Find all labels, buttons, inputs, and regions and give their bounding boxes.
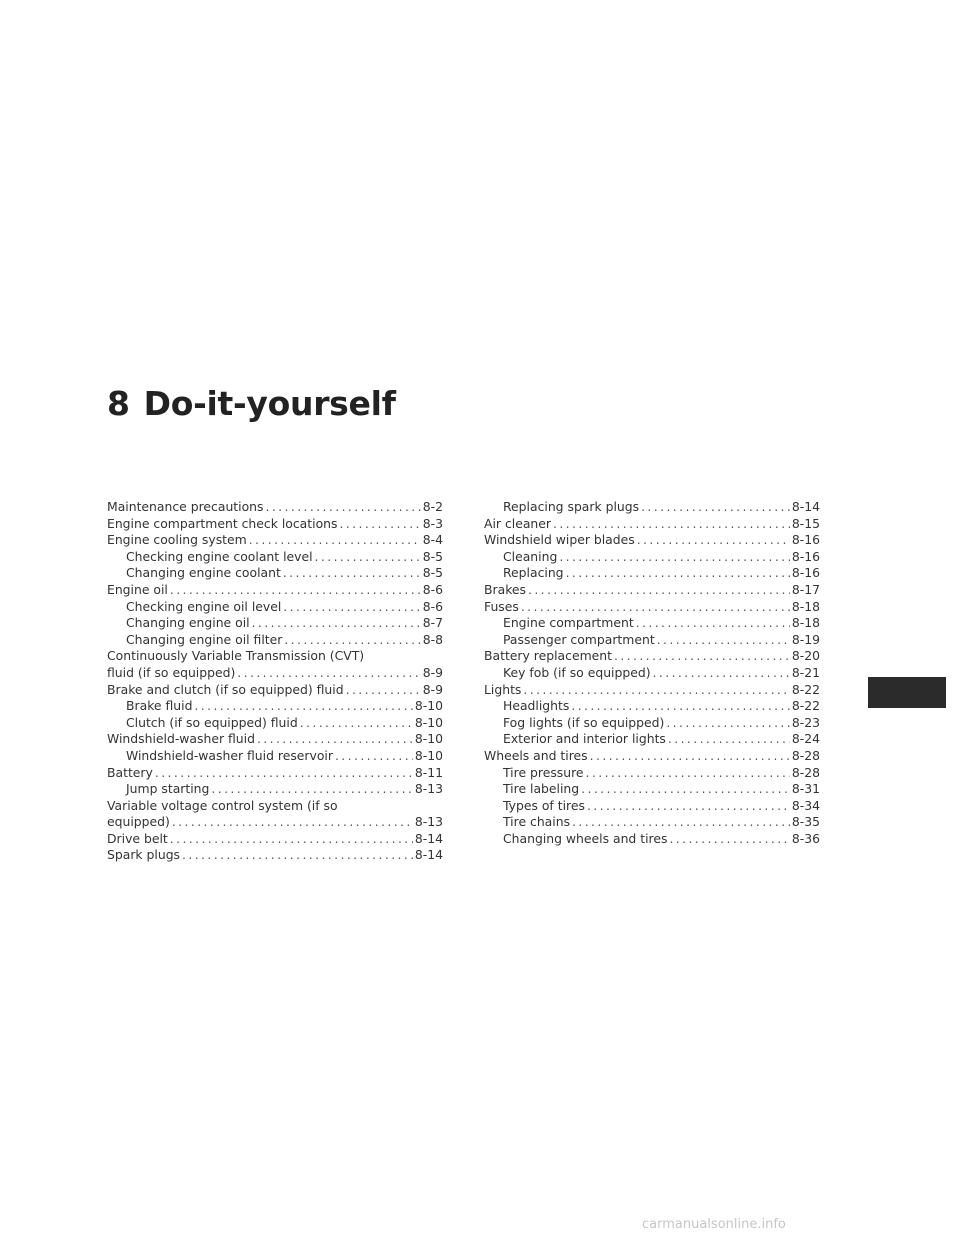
toc-entry[interactable] (484, 632, 820, 649)
toc-leader-dots (528, 582, 790, 599)
toc-leader-dots (572, 814, 790, 831)
toc-leader-dots (668, 731, 790, 748)
toc-entry[interactable] (107, 565, 443, 582)
chapter-name: Do-it-yourself (143, 384, 396, 424)
toc-entry-page: 8-24 (791, 731, 820, 747)
toc-entry-page: 8-21 (791, 664, 820, 680)
toc-leader-dots (237, 665, 420, 682)
toc-entry-label: Brake and clutch (if so equipped) fluid (107, 681, 344, 697)
toc-entry-page: 8-14 (791, 499, 820, 514)
toc-entry-page: 8-31 (791, 781, 820, 797)
toc-entry-page: 8-13 (414, 781, 443, 797)
toc-entry[interactable] (484, 698, 820, 715)
toc-leader-dots (553, 516, 790, 533)
toc-entry[interactable] (107, 682, 443, 699)
toc-leader-dots (523, 682, 789, 699)
toc-entry[interactable] (484, 615, 820, 632)
toc-leader-dots (257, 731, 413, 748)
toc-entry-page: 8-17 (791, 581, 820, 597)
toc-entry-label: Fuses (484, 598, 519, 614)
toc-leader-dots (657, 632, 790, 649)
toc-entry[interactable] (484, 665, 820, 682)
toc-entry-label: Tire chains (503, 814, 571, 830)
toc-entry-page: 8-3 (422, 515, 443, 531)
toc-entry-label: Brakes (484, 581, 526, 597)
toc-entry-label: Headlights (503, 698, 570, 714)
toc-entry-label: Lights (484, 681, 522, 697)
toc-entry-page: 8-2 (422, 499, 443, 514)
toc-entry[interactable] (484, 682, 820, 699)
toc-entry[interactable] (484, 499, 820, 516)
toc-entry[interactable] (107, 831, 443, 848)
toc-leader-dots (586, 765, 790, 782)
toc-entry-page: 8-22 (791, 681, 820, 697)
toc-leader-dots (637, 532, 790, 549)
toc-entry-label: Tire pressure (503, 764, 584, 780)
toc-entry-page: 8-34 (791, 797, 820, 813)
toc-entry[interactable] (484, 765, 820, 782)
toc-entry[interactable] (484, 814, 820, 831)
toc-entry-label-continued: fluid (if so equipped) (107, 664, 236, 680)
toc-entry-page: 8-7 (422, 615, 443, 631)
toc-entry-page: 8-20 (791, 648, 820, 664)
toc-entry[interactable] (484, 715, 820, 732)
toc-entry-label: Changing engine coolant (126, 565, 281, 581)
toc-entry[interactable] (107, 731, 443, 748)
toc-entry-page: 8-8 (422, 631, 443, 647)
toc-left-column (107, 499, 443, 864)
toc-leader-dots (666, 715, 790, 732)
toc-leader-dots (641, 499, 790, 516)
toc-entry-label: Changing engine oil filter (126, 631, 283, 647)
toc-entry-label: Maintenance precautions (107, 499, 264, 514)
toc-entry-label: Wheels and tires (484, 747, 588, 763)
toc-entry[interactable] (484, 565, 820, 582)
toc-entry[interactable] (107, 615, 443, 632)
toc-leader-dots (521, 599, 790, 616)
toc-leader-dots (170, 831, 413, 848)
toc-entry-label: Battery replacement (484, 648, 612, 664)
toc-entry-page: 8-16 (791, 565, 820, 581)
toc-entry[interactable] (484, 532, 820, 549)
toc-leader-dots (211, 781, 412, 798)
watermark: carmanualsonline.info (642, 1217, 786, 1232)
toc-leader-dots (614, 648, 790, 665)
toc-entry-page: 8-14 (414, 830, 443, 846)
toc-leader-dots (315, 549, 421, 566)
toc-entry-page: 8-28 (791, 764, 820, 780)
toc-entry-page: 8-10 (414, 747, 443, 763)
toc-entry[interactable] (484, 781, 820, 798)
toc-entry[interactable] (107, 599, 443, 616)
toc-entry-label: Changing wheels and tires (503, 830, 668, 846)
toc-leader-dots (249, 532, 421, 549)
toc-entry-page: 8-13 (414, 814, 443, 830)
toc-entry-page: 8-9 (422, 681, 443, 697)
toc-leader-dots (669, 831, 789, 848)
toc-entry-label: Fog lights (if so equipped) (503, 714, 665, 730)
toc-entry-page: 8-18 (791, 598, 820, 614)
toc-entry[interactable] (484, 516, 820, 533)
toc-entry[interactable] (107, 698, 443, 715)
toc-leader-dots (581, 781, 790, 798)
toc-entry-label: Replacing spark plugs (503, 499, 640, 514)
toc-entry-label: Key fob (if so equipped) (503, 664, 651, 680)
toc-entry-label: Engine compartment (503, 615, 634, 631)
toc-leader-dots (284, 632, 420, 649)
toc-entry-label: Brake fluid (126, 698, 193, 714)
toc-entry[interactable] (484, 549, 820, 566)
toc-entry-page: 8-18 (791, 615, 820, 631)
toc-entry-label: Windshield-washer fluid reservoir (126, 747, 333, 763)
toc-entry-page: 8-16 (791, 548, 820, 564)
toc-entry-label: Battery (107, 764, 153, 780)
toc-entry-label: Engine oil (107, 581, 168, 597)
toc-entry-page: 8-19 (791, 631, 820, 647)
toc-entry-label: Engine compartment check locations (107, 515, 338, 531)
toc-entry-label: Spark plugs (107, 847, 181, 863)
toc-entry[interactable] (484, 599, 820, 616)
toc-entry-label: Types of tires (503, 797, 585, 813)
toc-entry-page: 8-35 (791, 814, 820, 830)
toc-entry[interactable] (484, 748, 820, 765)
toc-leader-dots (339, 516, 420, 533)
toc-entry-page: 8-14 (414, 847, 443, 863)
toc-entry-label: Drive belt (107, 830, 168, 846)
toc-entry-label-continued: equipped) (107, 814, 170, 830)
toc-leader-dots (194, 698, 412, 715)
toc-entry[interactable] (107, 798, 443, 831)
toc-entry-label: Clutch (if so equipped) fluid (126, 714, 298, 730)
toc-leader-dots (587, 798, 790, 815)
toc-entry-label: Replacing (503, 565, 564, 581)
toc-entry[interactable] (484, 798, 820, 815)
toc-entry-page: 8-5 (422, 565, 443, 581)
toc-entry-page: 8-15 (791, 515, 820, 531)
toc-leader-dots (155, 765, 413, 782)
toc-leader-dots (172, 814, 413, 831)
toc-entry-page: 8-36 (791, 830, 820, 846)
toc-entry[interactable] (107, 582, 443, 599)
toc-entry[interactable] (107, 765, 443, 782)
toc-entry-label: Windshield-washer fluid (107, 731, 255, 747)
chapter-thumb-tab (868, 677, 946, 708)
chapter-title (107, 384, 396, 423)
toc-entry[interactable] (107, 549, 443, 566)
toc-entry-label: Exterior and interior lights (503, 731, 666, 747)
toc-entry[interactable] (107, 781, 443, 798)
toc-entry[interactable] (484, 582, 820, 599)
toc-leader-dots (300, 715, 413, 732)
toc-leader-dots (346, 682, 421, 699)
toc-entry[interactable] (107, 847, 443, 864)
toc-entry-continuation (107, 665, 443, 682)
toc-entry-label: Passenger compartment (503, 631, 655, 647)
toc-entry-label: Jump starting (126, 781, 210, 797)
toc-leader-dots (636, 615, 790, 632)
toc-leader-dots (283, 565, 421, 582)
toc-leader-dots (566, 565, 790, 582)
toc-entry-label: Cleaning (503, 548, 558, 564)
toc-entry-page: 8-4 (422, 532, 443, 548)
toc-entry-continuation (107, 814, 443, 831)
toc-entry-label: Changing engine oil (126, 615, 250, 631)
toc-entry[interactable] (107, 632, 443, 649)
toc-leader-dots (283, 599, 420, 616)
toc-leader-dots (170, 582, 421, 599)
toc-entry[interactable] (107, 748, 443, 765)
toc-entry-label: Variable voltage control system (if so (107, 797, 338, 813)
toc-leader-dots (590, 748, 790, 765)
toc-entry-page: 8-6 (422, 581, 443, 597)
toc-entry-page: 8-6 (422, 598, 443, 614)
toc-entry-label: Continuously Variable Transmission (CVT) (107, 648, 365, 664)
toc-entry[interactable] (107, 532, 443, 549)
toc-entry-page: 8-9 (422, 664, 443, 680)
chapter-number: 8 (107, 384, 130, 424)
toc-entry[interactable] (484, 831, 820, 848)
toc-leader-dots (653, 665, 790, 682)
toc-entry[interactable] (107, 648, 443, 681)
toc-entry[interactable] (107, 516, 443, 533)
toc-entry-label: Checking engine oil level (126, 598, 282, 614)
toc-entry-label: Checking engine coolant level (126, 548, 313, 564)
toc-leader-dots (252, 615, 421, 632)
toc-entry-page: 8-16 (791, 532, 820, 548)
toc-leader-dots (559, 549, 790, 566)
toc-entry-label: Air cleaner (484, 515, 551, 531)
toc-entry-page: 8-10 (414, 731, 443, 747)
toc-entry[interactable] (107, 715, 443, 732)
toc-entry-page: 8-10 (414, 714, 443, 730)
toc-entry-page: 8-28 (791, 747, 820, 763)
toc-entry-page: 8-5 (422, 548, 443, 564)
toc-leader-dots (571, 698, 790, 715)
toc-entry-page: 8-10 (414, 698, 443, 714)
toc-leader-dots (266, 499, 421, 516)
toc-entry[interactable] (484, 731, 820, 748)
toc-entry[interactable] (484, 648, 820, 665)
toc-entry-label: Windshield wiper blades (484, 532, 635, 548)
toc-leader-dots (182, 847, 413, 864)
toc-entry-label: Tire labeling (503, 781, 580, 797)
toc-leader-dots (335, 748, 413, 765)
toc-entry-label: Engine cooling system (107, 532, 247, 548)
toc-entry[interactable] (107, 499, 443, 516)
toc-entry-page: 8-11 (414, 764, 443, 780)
toc-right-column (484, 499, 820, 847)
toc-entry-page: 8-22 (791, 698, 820, 714)
toc-entry-page: 8-23 (791, 714, 820, 730)
